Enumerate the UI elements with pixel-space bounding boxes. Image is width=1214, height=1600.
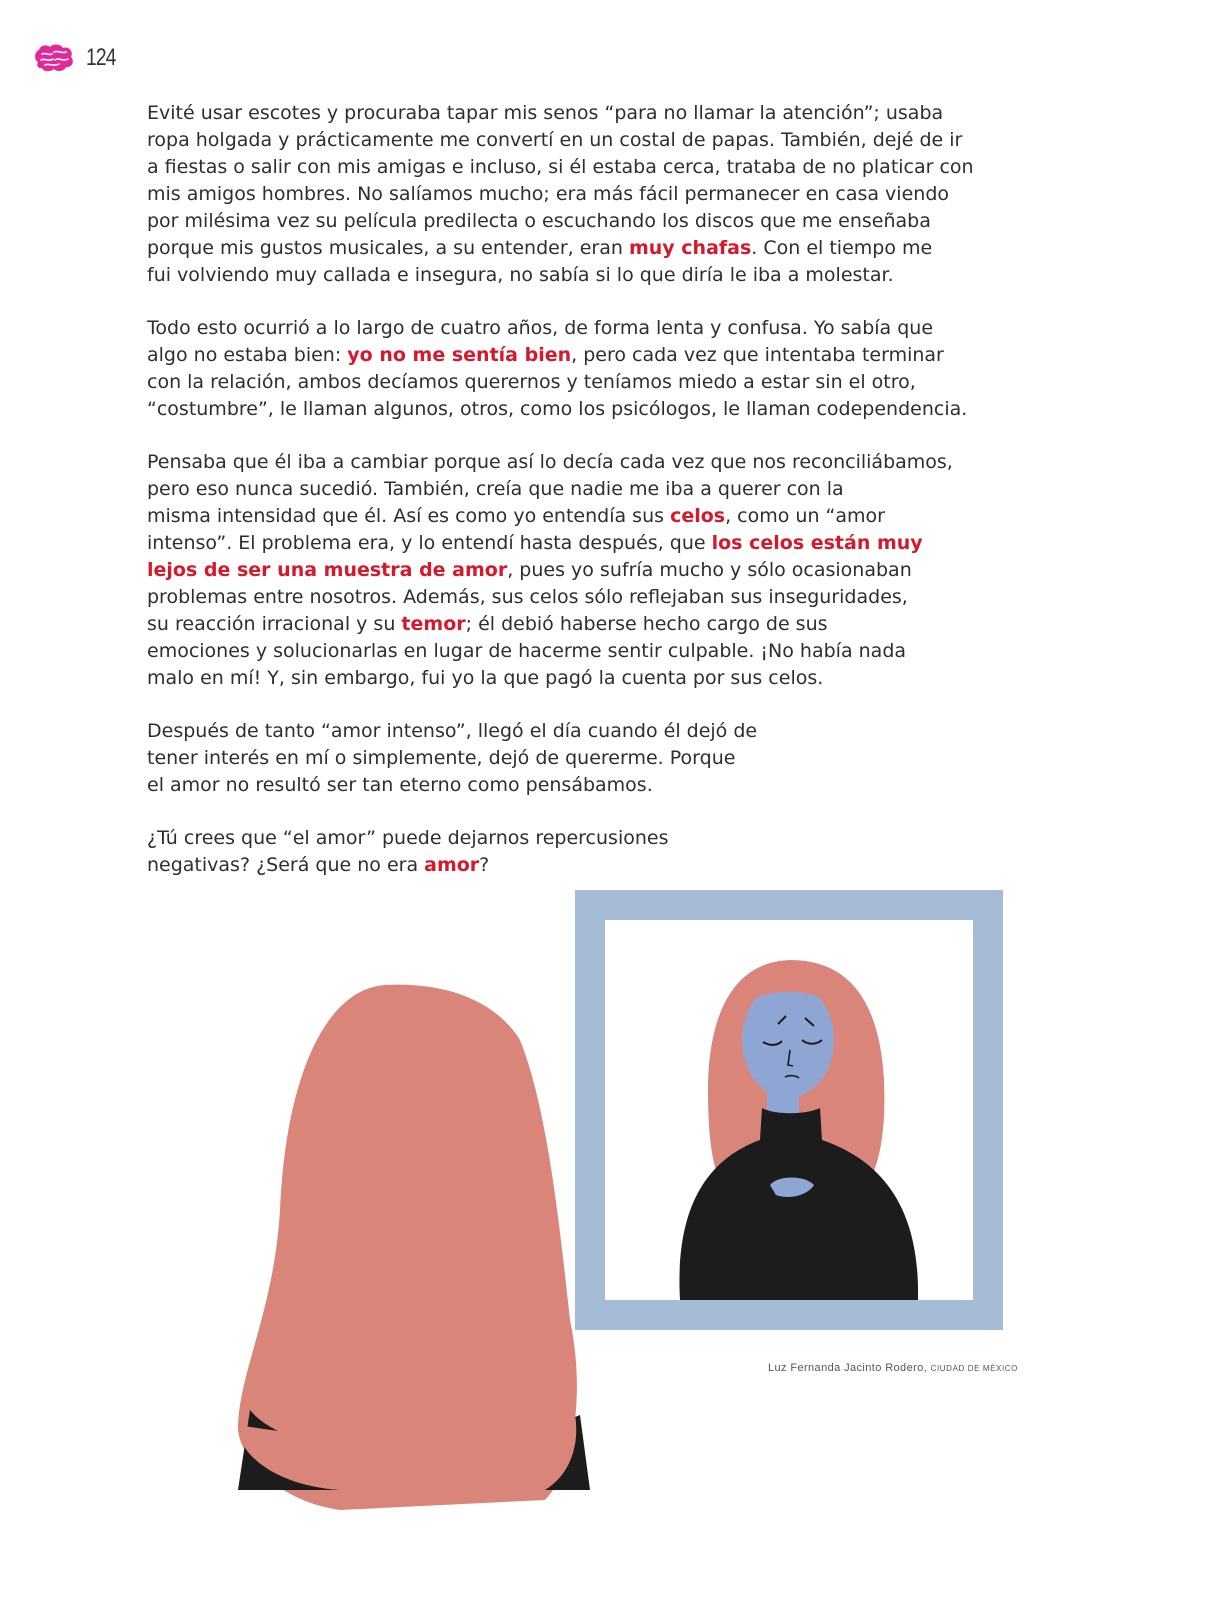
highlighted-phrase: los celos están muy — [711, 532, 923, 554]
text-line — [147, 181, 967, 208]
text-line — [147, 369, 967, 396]
text-segment: Evité usar escotes y procuraba tapar mis senos “para no llamar la atención”; usaba — [147, 102, 944, 124]
text-line — [147, 208, 967, 235]
text-segment: a fiestas o salir con mis amigas e incluso, si él estaba cerca, trataba de no platicar con — [147, 156, 974, 178]
text-line — [147, 235, 967, 262]
highlighted-phrase: celos — [670, 505, 726, 527]
text-segment: por milésima vez su película predilecta o escuchando los discos que me enseñaba — [147, 210, 931, 232]
text-line — [147, 772, 967, 799]
paragraph — [147, 449, 967, 692]
article-body — [147, 100, 974, 905]
highlighted-phrase: muy chafas — [628, 237, 752, 259]
text-segment: intenso”. El problema era, y lo entendí hasta después, que — [147, 532, 712, 554]
girl-back-view — [238, 985, 590, 1510]
text-segment: porque mis gustos musicales, a su entender, eran — [147, 237, 629, 259]
paragraph — [147, 825, 967, 879]
text-segment: , pero cada vez que intentaba terminar — [571, 344, 944, 366]
paragraph — [147, 315, 967, 423]
text-segment: Pensaba que él iba a cambiar porque así lo decía cada vez que nos reconciliábamos, — [147, 451, 953, 473]
text-segment: mis amigos hombres. No salíamos mucho; era más fácil permanecer en casa viendo — [147, 183, 949, 205]
text-line — [147, 154, 974, 181]
text-segment: , pues yo sufría mucho y sólo ocasionaban — [507, 559, 912, 581]
highlighted-phrase: temor — [401, 613, 466, 635]
brain-logo-icon — [32, 42, 76, 74]
text-line — [147, 718, 967, 745]
credit-name: Luz Fernanda Jacinto Rodero, — [767, 1362, 928, 1374]
highlighted-phrase: lejos de ser una muestra de amor — [147, 559, 508, 581]
text-line — [147, 638, 967, 665]
text-line — [147, 476, 967, 503]
text-segment: emociones y solucionarlas en lugar de hacerme sentir culpable. ¡No había nada — [147, 640, 907, 662]
text-line — [147, 396, 967, 423]
text-line — [147, 557, 967, 584]
text-segment: ? — [479, 854, 490, 876]
paragraph — [147, 718, 967, 799]
text-segment: ropa holgada y prácticamente me convertí en un costal de papas. También, dejé de ir — [147, 129, 963, 151]
text-segment: malo en mí! Y, sin embargo, fui yo la que pagó la cuenta por sus celos. — [147, 667, 824, 689]
text-segment: ¿Tú crees que “el amor” puede dejarnos repercusiones — [147, 827, 669, 849]
text-line — [147, 584, 967, 611]
text-segment: problemas entre nosotros. Además, sus celos sólo reflejaban sus inseguridades, — [147, 586, 908, 608]
text-segment: fui volviendo muy callada e insegura, no sabía si lo que diría le iba a molestar. — [147, 264, 894, 286]
highlighted-phrase: amor — [424, 854, 480, 876]
text-segment: “costumbre”, le llaman algunos, otros, como los psicólogos, le llaman codependencia. — [147, 398, 968, 420]
text-line — [147, 127, 967, 154]
text-line — [147, 852, 967, 879]
illustration-credit — [768, 1362, 1018, 1374]
paragraph — [147, 100, 974, 289]
text-segment: misma intensidad que él. Así es como yo entendía sus — [147, 505, 671, 527]
text-line — [147, 825, 967, 852]
text-segment: ; él debió haberse hecho cargo de sus — [465, 613, 828, 635]
text-line — [147, 449, 967, 476]
text-line — [147, 530, 967, 557]
text-line — [147, 315, 967, 342]
text-segment: pero eso nunca sucedió. También, creía que nadie me iba a querer con la — [147, 478, 844, 500]
text-segment: algo no estaba bien: — [147, 344, 348, 366]
text-segment: Después de tanto “amor intenso”, llegó el día cuando él dejó de — [147, 720, 758, 742]
text-line — [147, 745, 967, 772]
text-segment: Todo esto ocurrió a lo largo de cuatro años, de forma lenta y confusa. Yo sabía que — [147, 317, 934, 339]
text-line — [147, 611, 967, 638]
page-number: 124 — [86, 44, 116, 71]
text-segment: , como un “amor — [725, 505, 885, 527]
mirror-illustration — [230, 890, 1030, 1520]
text-line — [147, 262, 967, 289]
text-segment: con la relación, ambos decíamos querernos y teníamos miedo a estar sin el otro, — [147, 371, 916, 393]
credit-place: CIUDAD DE MÉXICO — [930, 1364, 1018, 1373]
text-segment: . Con el tiempo me — [751, 237, 933, 259]
text-line — [147, 665, 967, 692]
page-header — [32, 40, 123, 76]
text-segment: su reacción irracional y su — [147, 613, 402, 635]
text-line — [147, 100, 967, 127]
text-line — [147, 503, 967, 530]
text-line — [147, 342, 967, 369]
text-segment: el amor no resultó ser tan eterno como pensábamos. — [147, 774, 653, 796]
text-segment: tener interés en mí o simplemente, dejó de quererme. Porque — [147, 747, 736, 769]
highlighted-phrase: yo no me sentía bien — [347, 344, 572, 366]
text-segment: negativas? ¿Será que no era — [147, 854, 425, 876]
